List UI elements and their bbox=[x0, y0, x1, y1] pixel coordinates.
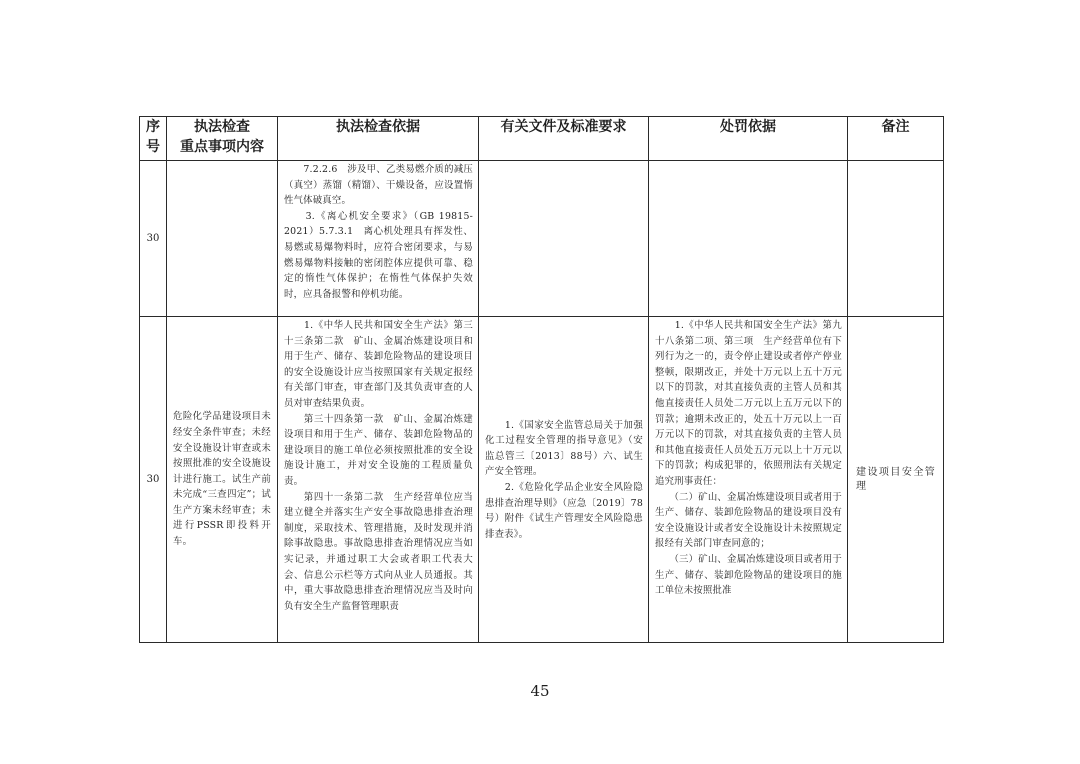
table-row-continued bbox=[140, 161, 944, 317]
basis-text: 1.《中华人民共和国安全生产法》第三十三条第二款 矿山、金属冶炼建设项目和用于生产、储存、装卸危险物品的建设项目的安全设施设计应当按照国家有关规定报经有关部门审查，审查部门及其负责审查的人员对审查结果负责。 第三十四条第一款 矿山、金属冶炼建设项目和用于生产、储存、装卸危险物品的建设项目的施工单位必须按照批准的安全设施设计施工，并对安全设施的工程质量负责。 第四十一条第二款 生产经营单位应当建立健全并落实生产安全事故隐患排查治理制度，采取技术、管理措施，及时发现并消除事故隐患。事故隐患排查治理情况应当如实记录，并通过职工大会或者职工代表大会、信息公示栏等方式向从业人员通报。其中，重大事故隐患排查治理情况应当及时向负有安全生产监督管理职责 bbox=[284, 320, 473, 612]
cell-penalty bbox=[649, 161, 848, 317]
cell-docs bbox=[479, 317, 649, 643]
table-header-row bbox=[140, 117, 944, 161]
focus-text: 危险化学品建设项目未经安全条件审查；未经安全设施设计审查或未按照批准的安全设施设计进行施工。试生产前未完成“三查四定”；试生产方案未经审查；未进行PSSR即投料开车。 bbox=[173, 411, 271, 548]
docs-text: 1.《国家安全监管总局关于加强化工过程安全管理的指导意见》（安监总管三〔2013〕88号）六、试生产安全管理。 2.《危险化学品企业安全风险隐患排查治理导则》（应急〔2019〕78号）附件《试生产管理安全风险隐患排查表》。 bbox=[485, 419, 643, 540]
cell-focus bbox=[167, 317, 278, 643]
cell-seq: 30 bbox=[140, 317, 167, 643]
enforcement-table bbox=[139, 116, 944, 643]
penalty-text: 1.《中华人民共和国安全生产法》第九十八条第二项、第三项 生产经营单位有下列行为之一的，责令停止建设或者停产停业整顿，限期改正，并处十万元以上五十万元以下的罚款，对其直接负责的主管人员和其他直接责任人员处二万元以上五万元以下的罚款；逾期未改正的，处五十万元以上一百万元以下的罚款，对其直接负责的主管人员和其他直接责任人员处五万元以上十万元以下的罚款；构成犯罪的，依照刑法有关规定追究刑事责任： （二）矿山、金属冶炼建设项目或者用于生产、储存、装卸危险物品的建设项目没有安全设施设计或者安全设施设计未按照规定报经有关部门审查同意的； （三）矿山、金属冶炼建设项目或者用于生产、储存、装卸危险物品的建设项目的施工单位未按照批准 bbox=[655, 320, 842, 597]
header-seq: 序 号 bbox=[140, 117, 167, 161]
note-text: 建设项目安全管理 bbox=[856, 466, 935, 492]
header-basis: 执法检查依据 bbox=[278, 117, 479, 161]
cell-basis bbox=[278, 161, 479, 317]
cell-penalty bbox=[649, 317, 848, 643]
header-note: 备注 bbox=[848, 117, 944, 161]
cell-seq: 30 bbox=[140, 161, 167, 317]
header-focus: 执法检查 重点事项内容 bbox=[167, 117, 278, 161]
cell-docs bbox=[479, 161, 649, 317]
header-docs: 有关文件及标准要求 bbox=[479, 117, 649, 161]
basis-text: 7.2.2.6 涉及甲、乙类易燃介质的减压（真空）蒸馏（精馏）、干燥设备，应设置惰性气体破真空。 3.《离心机安全要求》（GB 19815-2021）5.7.3.1 离心机处理具有挥发性、易燃或易爆物料时，应符合密闭要求，与易燃易爆物料接触的密闭腔体应提供可靠、稳定的惰性气体保护；在惰性气体保护失效时，应具备报警和停机功能。 bbox=[284, 164, 473, 300]
table-row-30 bbox=[140, 317, 944, 643]
header-penalty: 处罚依据 bbox=[649, 117, 848, 161]
page-number: 45 bbox=[530, 682, 550, 700]
cell-focus bbox=[167, 161, 278, 317]
cell-note bbox=[848, 317, 944, 643]
cell-basis bbox=[278, 317, 479, 643]
cell-note bbox=[848, 161, 944, 317]
